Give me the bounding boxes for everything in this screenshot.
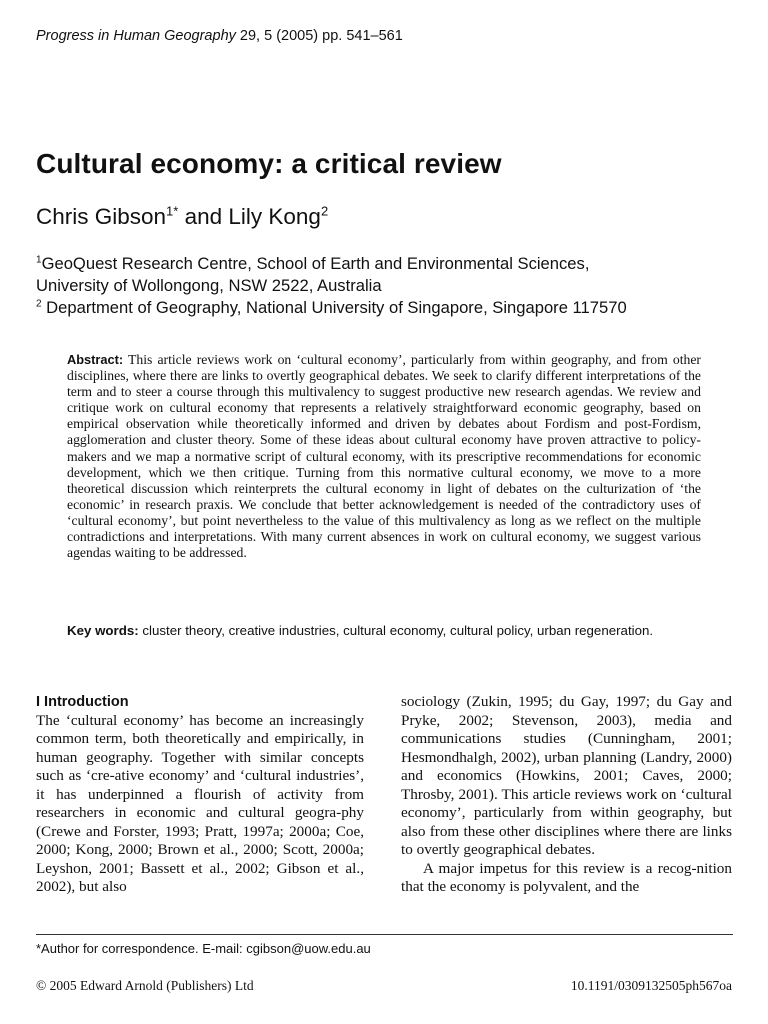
affiliation-1-cont: University of Wollongong, NSW 2522, Australia [36,276,382,295]
affiliation-1 [36,253,627,275]
journal-title: Progress in Human Geography [36,28,236,44]
affiliation-mark: 1 [36,254,42,266]
keywords-text: cluster theory, creative industries, cultural economy, cultural policy, urban regeneration. [138,623,654,638]
abstract-label: Abstract: [67,352,124,367]
author-line [36,204,328,230]
affiliation-2 [36,297,627,319]
affiliation-mark: 2 [36,298,42,310]
body-column-right [401,693,732,897]
keywords-label: Key words: [67,623,139,638]
author-name: Lily Kong [228,204,321,229]
abstract [67,352,701,561]
body-paragraph: sociology (Zukin, 1995; du Gay, 1997; du Gay and Pryke, 2002; Stevenson, 2003), media and communications studies (Cunningham, 2001; Hesmondhalgh, 2002), urban planning (Landry, 2000) and economics (Howkins, 2001; Caves, 2000; Throsby, 2001). This article reviews work on ‘cultural economy’, particularly from within geography, but also from these other disciplines where there are links to overtly geographical debates. [401,693,732,859]
footnote-divider [36,934,733,935]
body-paragraph: A major impetus for this review is a recog-nition that the economy is polyvalent, and the [401,859,732,896]
affiliation-text: GeoQuest Research Centre, School of Earth and Environmental Sciences, [41,254,590,273]
doi: 10.1191/0309132505ph567oa [570,978,732,993]
copyright: © 2005 Edward Arnold (Publishers) Ltd [36,978,254,993]
affiliation-text: Department of Geography, National University of Singapore, Singapore 117570 [41,298,627,317]
author-affiliation-mark: 1* [166,203,179,219]
author-affiliation-mark: 2 [320,203,329,219]
author-conjunction: and [178,204,229,229]
section-heading: I Introduction [36,694,129,710]
article-title: Cultural economy: a critical review [36,148,502,179]
body-paragraph: The ‘cultural economy’ has become an increasingly common term, both theoretically and empirically, in human geography. Together with similar concepts such as ‘cre-ative economy’ and ‘cultural industries’, it has underpinned a flourish of activity from researchers in economic and cultural geogra-phy (Crewe and Forster, 1993; Pratt, 1997a; 2000a; Coe, 2000; Kong, 2000; Brown et al., 2000; Scott, 2000a; Leyshon, 2001; Bassett et al., 2002; Gibson et al., 2002), but also [36,711,364,896]
footnote: *Author for correspondence. E-mail: cgibson@uow.edu.au [36,941,371,956]
keywords [67,622,701,639]
journal-volume-pages: 29, 5 (2005) pp. 541–561 [235,28,403,44]
abstract-text: This article reviews work on ‘cultural economy’, particularly from within geography, and from other disciplines, where there are links to overtly geographical debates. We seek to clarify different interpretations of the term and to steer a course through this multivalency to suggest productive new research agendas. We review and critique work on cultural economy that represents a relatively straightforward economic geography, based on empirical observation while theoretically informed and driven by debates about Fordism and post-Fordism, agglomeration and cluster theory. Some of these ideas about cultural economy have proven attractive to policy-makers and we map a normative script of cultural economy, with its prescriptive recommendations for economic development, which we then critique. Turning from this normative cultural economy, we move to a more theoretical discussion which reinterprets the cultural economy in light of debates on the culturization of ‘the economic’ in research praxis. We conclude that better acknowledgement is needed of the contradictory uses of ‘cultural economy’, but point nevertheless to the value of this multivalency as long as we reflect on the multiple contradictions and interpretations. With many current absences in work on cultural economy, we suggest various agendas waiting to be addressed. [67,352,701,561]
body-column-left [36,693,364,897]
affiliations [36,253,627,319]
author-name: Chris Gibson [36,204,167,229]
journal-citation [36,28,403,44]
